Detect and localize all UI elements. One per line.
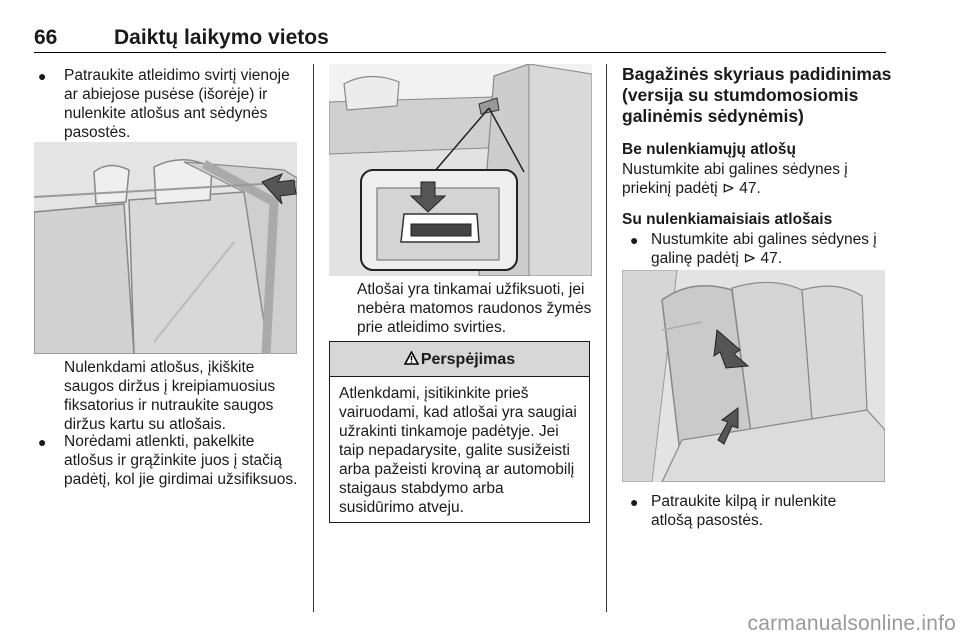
warning-triangle-icon: [404, 342, 419, 376]
warning-text: Atlenkdami, įsitikinkite prieš vairuodami, kad atlošai yra saugiai užrakinti tinkamoje padėtyje. Jei taip nepadarysite, galite susižeisti arba pažeisti kroviną ar automobilį staigaus stabdymo arba susidūrimo atveju.: [339, 385, 577, 516]
section-heading: Bagažinės skyriaus padidinimas (versija su stumdomosiomis galinėmis sėdynėmis): [622, 64, 892, 126]
instruction-text: Patraukite atleidimo svirtį vienoje ar abiejose pusėse (išorėje) ir nulenkite atlošus ant sėdynės pasostės.: [64, 67, 290, 141]
warning-header: [330, 342, 589, 377]
instruction-body: Nustumkite abi galines sėdynes į galinę padėtį: [651, 231, 877, 267]
page-ref: 47.: [760, 250, 783, 267]
warning-title: Perspėjimas: [420, 351, 516, 368]
figure-caption: Nulenkdami atlošus, įkiškite saugos diržus į kreipiamuosius fiksatorius ir nutraukite saugos diržus kartu su atlošais.: [64, 359, 276, 433]
seat-release-drawing: [34, 142, 297, 354]
page-number: 66: [34, 26, 58, 49]
subheading: Be nulenkiamųjų atlošų: [622, 141, 796, 158]
instruction-body: Nustumkite abi galines sėdynes į priekinį padėtį: [622, 161, 848, 197]
subheading: Su nulenkiamaisiais atlošais: [622, 211, 833, 228]
page-title: Daiktų laikymo vietos: [114, 26, 329, 49]
release-lever-illustration: [329, 64, 592, 276]
bullet-marker: ●: [630, 232, 639, 248]
figure-caption: Atlošai yra tinkamai užfiksuoti, jei nebėra matomos raudonos žymės prie atleidimo svirties.: [357, 281, 592, 336]
instruction-text: [622, 160, 872, 198]
instruction-text: [651, 230, 891, 268]
sliding-seat-illustration: [622, 270, 885, 482]
column-divider: [606, 64, 607, 612]
page-ref-arrow-icon: ⊳: [721, 180, 735, 197]
warning-triangle-glyph: [404, 351, 419, 365]
instruction-text: Patraukite kilpą ir nulenkite atlošą pasostės.: [651, 493, 837, 529]
release-lever-drawing: [329, 64, 592, 276]
page-ref-arrow-icon: ⊳: [743, 250, 757, 267]
warning-box: [329, 341, 590, 523]
watermark: carmanualsonline.info: [747, 612, 956, 635]
page-header: [34, 26, 886, 53]
bullet-marker: ●: [630, 494, 639, 510]
seat-release-illustration: [34, 142, 297, 354]
bullet-marker: ●: [38, 434, 47, 450]
page-ref: 47.: [739, 180, 761, 197]
column-divider: [313, 64, 314, 612]
instruction-text: Norėdami atlenkti, pakelkite atlošus ir grąžinkite juos į stačią padėtį, kol jie girdimai užsifiksuos.: [64, 433, 298, 488]
bullet-marker: ●: [38, 68, 47, 84]
sliding-seat-drawing: [622, 270, 885, 482]
